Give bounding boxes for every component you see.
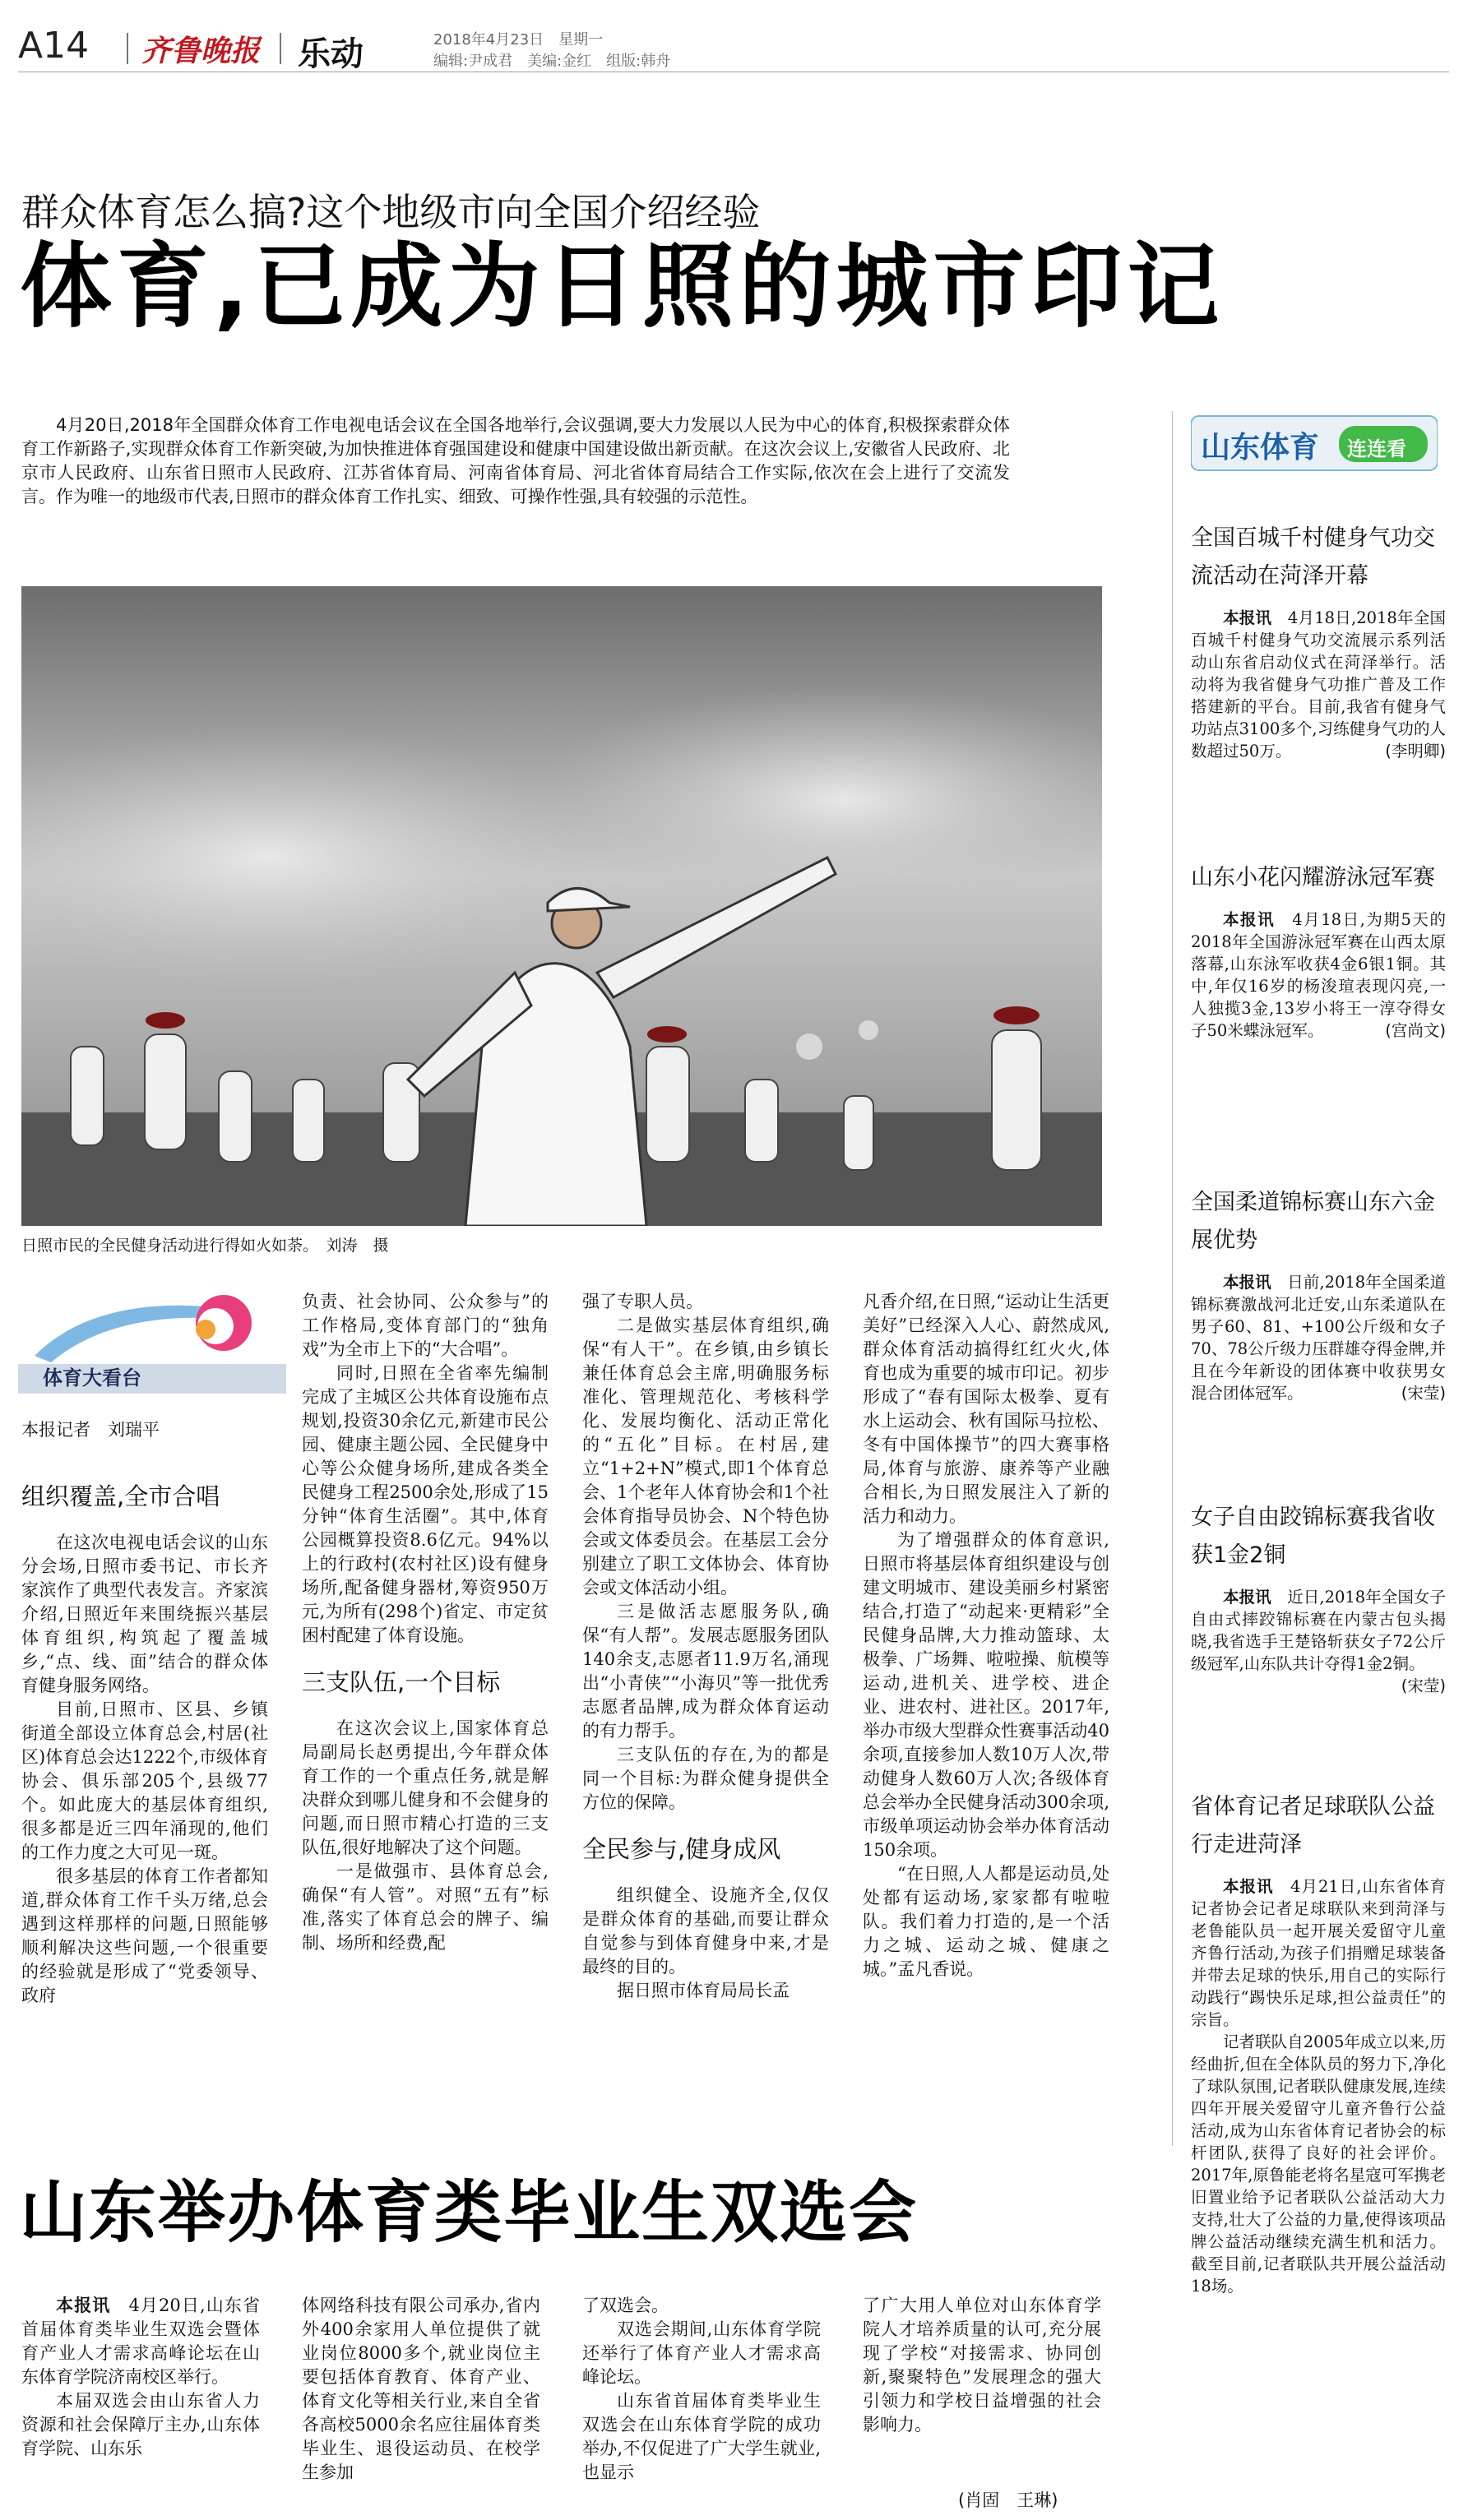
sidebar-story-body: 记者联队自2005年成立以来,历经曲折,但在全体队员的努力下,净化了球队氛围,记者联队健康发展,连续四年开展关爱留守儿童齐鲁行公益活动,成为山东省体育记者协会的标杆团队,获得了良好的社会评价。2017年,原鲁能老将名星寇可军携老旧置业给予记者联队公益活动大力支持,壮大了公益的力量,使得该项品牌公益活动继续充满生机和活力。截至目前,记者联队共开展公益活动18场。	[1191, 2032, 1446, 2296]
second-story-column	[582, 2294, 821, 2485]
article-column	[302, 1290, 549, 1955]
tai-chi-photo-illustration	[21, 586, 1102, 1226]
body-paragraph: 很多基层的体育工作者都知道,群众体育工作千头万绪,总会遇到这样那样的问题,日照能够顺利解决这些问题,一个很重要的经验就是形成了“党委领导、政府	[21, 1866, 268, 2005]
second-story-paragraph: 本届双选会由山东省人力资源和社会保障厅主办,山东体育学院、山东乐	[21, 2391, 260, 2458]
second-story-paragraph: 体网络科技有限公司承办,省内外400余家用人单位提供了就业岗位8000多个,就业岗位主要包括体育教育、体育产业、体育文化等相关行业,来自全省各高校5000余名应往届体育类毕业生、退役运动员、在校学生参加	[302, 2296, 540, 2482]
body-paragraph: 为了增强群众的体育意识,日照市将基层体育组织建设与创建文明城市、建设美丽乡村紧密结合,打造了“动起来·更精彩”全民健身品牌,大力推动篮球、太极拳、广场舞、啦啦操、航模等运动,进机关、进学校、进企业、进农村、进社区。2017年,举办市级大型群众性赛事活动40余项,直接参加人数10万人次,带动健身人数60万人次;各级体育总会举办全民健身活动300余项,市级单项运动协会举办体育活动150余项。	[863, 1530, 1109, 1860]
body-paragraph: 组织健全、设施齐全,仅仅是群众体育的基础,而要让群众自觉参与到体育健身中来,才是最终的目的。	[582, 1885, 829, 1977]
second-story-column	[21, 2294, 260, 2461]
second-story-paragraph: 本报讯 4月20日,山东省首届体育类毕业生双选会暨体育产业人才需求高峰论坛在山东体育学院济南校区举行。	[21, 2296, 260, 2387]
sidebar-story-title: 全国百城千村健身气功交流活动在菏泽开幕	[1191, 525, 1435, 589]
body-paragraph: 负责、社会协同、公众参与”的工作格局,变体育部门的“独角戏”为全市上下的“大合唱”。	[302, 1292, 549, 1359]
article-column	[21, 1462, 268, 2008]
body-paragraph: “在日照,人人都是运动员,处处都有运动场,家家都有啦啦队。我们着力打造的,是一个活力之城、运动之城、健康之城。”孟凡香说。	[863, 1864, 1109, 1979]
newspaper-logo: 齐鲁晚报	[141, 34, 261, 68]
logo-main-text: 山东体育	[1201, 431, 1320, 465]
sidebar-story-title: 女子自由跤锦标赛我省收获1金2铜	[1191, 1505, 1435, 1568]
logo-sub-text: 连连看	[1347, 437, 1406, 460]
shandong-sports-logo	[1191, 411, 1438, 475]
second-story-paragraph: 山东省首届体育类毕业生双选会在山东体育学院的成功举办,不仅促进了广大学生就业,也显示	[582, 2391, 821, 2482]
article-column	[863, 1290, 1109, 1981]
editor-credits: 编辑:尹成君 美编:金红 组版:韩舟	[433, 53, 671, 70]
second-story-paragraph: 双选会期间,山东体育学院还举行了体育产业人才需求高峰论坛。	[582, 2319, 821, 2387]
photo-caption: 日照市民的全民健身活动进行得如火如荼。 刘涛 摄	[21, 1237, 389, 1255]
masthead-divider	[127, 33, 128, 64]
article-column	[582, 1290, 829, 2003]
sidebar-story	[1191, 1788, 1446, 2297]
tai-chi-photo	[21, 586, 1102, 1226]
page-number: A14	[18, 25, 90, 67]
masthead	[18, 25, 1449, 72]
masthead-divider	[280, 33, 281, 64]
body-paragraph: 三是做活志愿服务队,确保“有人帮”。发展志愿服务团队140余支,志愿者11.9万名,涌现出“小青侠”“小海贝”等一批优秀志愿者品牌,成为群众体育运动的有力帮手。	[582, 1602, 829, 1741]
sidebar-story	[1191, 1184, 1446, 1404]
body-paragraph: 三支队伍的存在,为的都是同一个目标:为群众健身提供全方位的保障。	[582, 1745, 829, 1812]
column-divider	[1172, 411, 1173, 2146]
sidebar-story-title: 省体育记者足球联队公益行走进菏泽	[1191, 1794, 1435, 1857]
sidebar-story-body: 本报讯 4月18日,2018年全国百城千村健身气功交流展示系列活动山东省启动仪式在菏泽举行。活动将为我省健身气功推广普及工作搭建新的平台。目前,我省有健身气功站点3100多个,习练健身气功的人数超过50万。 (李明卿)	[1191, 608, 1446, 761]
lead-paragraph: 4月20日,2018年全国群众体育工作电视电话会议在全国各地举行,会议强调,要大力发展以人民为中心的体育,积极探索群众体育工作新路子,实现群众体育工作新突破,为加快推进体育强国建设和健康中国建设做出新贡献。在这次会议上,安徽省人民政府、北京市人民政府、山东省日照市人民政府、江苏省体育局、河南省体育局、河北省体育局结合工作实际,依次在会上进行了交流发言。作为唯一的地级市代表,日照市的群众体育工作扎实、细致、可操作性强,具有较强的示范性。	[21, 415, 1010, 506]
body-paragraph: 目前,日照市、区县、乡镇街道全部设立体育总会,村居(社区)体育总会达1222个,市级体育协会、俱乐部205个,县级77个。如此庞大的基层体育组织,很多都是近三四年涌现的,他们的工作力度之大可见一斑。	[21, 1699, 268, 1862]
sidebar-story	[1191, 520, 1446, 762]
sidebar-story-title: 山东小花闪耀游泳冠军赛	[1191, 865, 1435, 890]
second-headline: 山东举办体育类毕业生双选会	[20, 2174, 919, 2252]
column-logo	[18, 1290, 286, 1394]
reporter-byline: 本报记者 刘瑞平	[21, 1420, 160, 1440]
second-story-column	[863, 2294, 1101, 2437]
body-paragraph: 同时,日照在全省率先编制完成了主城区公共体育设施布点规划,投资30余亿元,新建市民公园、健康主题公园、全民健身中心等公众健身场所,建成各类全民健身工程2500余处,形成了15分钟“体育生活圈”。其中,体育公园概算投资8.6亿元。94%以上的行政村(农村社区)设有健身场所,配备健身器材,筹资950万元,为所有(298个)省定、市定贫困村配建了体育设施。	[302, 1363, 549, 1645]
second-story-column	[302, 2294, 540, 2485]
sidebar-story-body: 本报讯 近日,2018年全国女子自由式摔跤锦标赛在内蒙古包头揭晓,我省选手王楚铬斩获女子72公斤级冠军,山东队共计夺得1金2铜。 (宋莹)	[1191, 1588, 1446, 1695]
sidebar-story-body: 本报讯 4月18日,为期5天的2018年全国游泳冠军赛在山西太原落幕,山东泳军收获4金6银1铜。其中,年仅16岁的杨浚瑄表现闪亮,一人独揽3金,13岁小将王一淳夺得女子50米蝶泳冠军。 (宫尚文)	[1191, 910, 1446, 1040]
sidebar-story-title: 全国柔道锦标赛山东六金展优势	[1191, 1190, 1435, 1253]
kicker-headline: 群众体育怎么搞?这个地级市向全国介绍经验	[21, 190, 761, 234]
body-paragraph: 在这次电视电话会议的山东分会场,日照市委书记、市长齐家滨作了典型代表发言。齐家滨介绍,日照近年来围绕振兴基层体育组织,构筑起了覆盖城乡,“点、线、面”结合的群众体育健身服务网络。	[21, 1533, 268, 1695]
column-logo-text: 体育大看台	[43, 1366, 141, 1389]
section-name: 乐动	[298, 35, 364, 73]
issue-date: 2018年4月23日 星期一	[433, 31, 604, 49]
main-headline: 体育,已成为日照的城市印记	[20, 234, 1225, 340]
section-subhead: 三支队伍,一个目标	[302, 1668, 501, 1696]
sidebar-story-body: 本报讯 日前,2018年全国柔道锦标赛激战河北迁安,山东柔道队在男子60、81、+100公斤级和女子70、78公斤级力压群雄夺得金牌,并且在今年新设的团体赛中收获男女混合团体冠军。 (宋莹)	[1191, 1273, 1446, 1403]
sidebar-story	[1191, 859, 1446, 1042]
section-subhead: 全民参与,健身成风	[582, 1835, 781, 1863]
sidebar-story	[1191, 1499, 1446, 1697]
body-paragraph: 强了专职人员。	[582, 1292, 703, 1311]
second-story-paragraph: 了双选会。	[582, 2296, 669, 2315]
second-story-credit: (肖固 王琳)	[958, 2490, 1058, 2510]
body-paragraph: 一是做强市、县体育总会,确保“有人管”。对照“五有”标准,落实了体育总会的牌子、编制、场所和经费,配	[302, 1861, 549, 1953]
section-subhead: 组织覆盖,全市合唱	[21, 1482, 220, 1510]
body-paragraph: 二是做实基层体育组织,确保“有人干”。在乡镇,由乡镇长兼任体育总会主席,明确服务标准化、管理规范化、考核科学化、发展均衡化、活动正常化的“五化”目标。在村居,建立“1+2+N”模式,即1个体育总会、1个老年人体育协会和1个社会体育指导员协会、N个特色协会或文体委员会。在基层工会分别建立了职工文体协会、体育协会或文体活动小组。	[582, 1315, 829, 1598]
body-paragraph: 凡香介绍,在日照,“运动让生活更美好”已经深入人心、蔚然成风,群众体育活动搞得红红火火,体育也成为重要的城市印记。初步形成了“春有国际太极拳、夏有水上运动会、秋有国际马拉松、冬有中国体操节”的四大赛事格局,体育与旅游、康养等产业融合相长,为日照发展注入了新的活力和动力。	[863, 1292, 1109, 1526]
sidebar-story-body: 本报讯 4月21日,山东省体育记者协会记者足球联队来到菏泽与老鲁能队员一起开展关爱留守儿童齐鲁行活动,为孩子们捐赠足球装备并带去足球的快乐,用自己的实际行动践行“踢快乐足球,担公益责任”的宗旨。	[1191, 1877, 1446, 2029]
body-paragraph: 在这次会议上,国家体育总局副局长赵勇提出,今年群众体育工作的一个重点任务,就是解决群众到哪儿健身和不会健身的问题,而日照市精心打造的三支队伍,很好地解决了这个问题。	[302, 1718, 549, 1857]
second-story-paragraph: 了广大用人单位对山东体育学院人才培养质量的认可,充分展现了学校“对接需求、协同创新,聚聚特色”发展理念的强大引领力和学校日益增强的社会影响力。	[863, 2296, 1101, 2434]
body-paragraph: 据日照市体育局局长孟	[617, 1981, 790, 2000]
column-logo-graphic-icon	[18, 1290, 286, 1364]
